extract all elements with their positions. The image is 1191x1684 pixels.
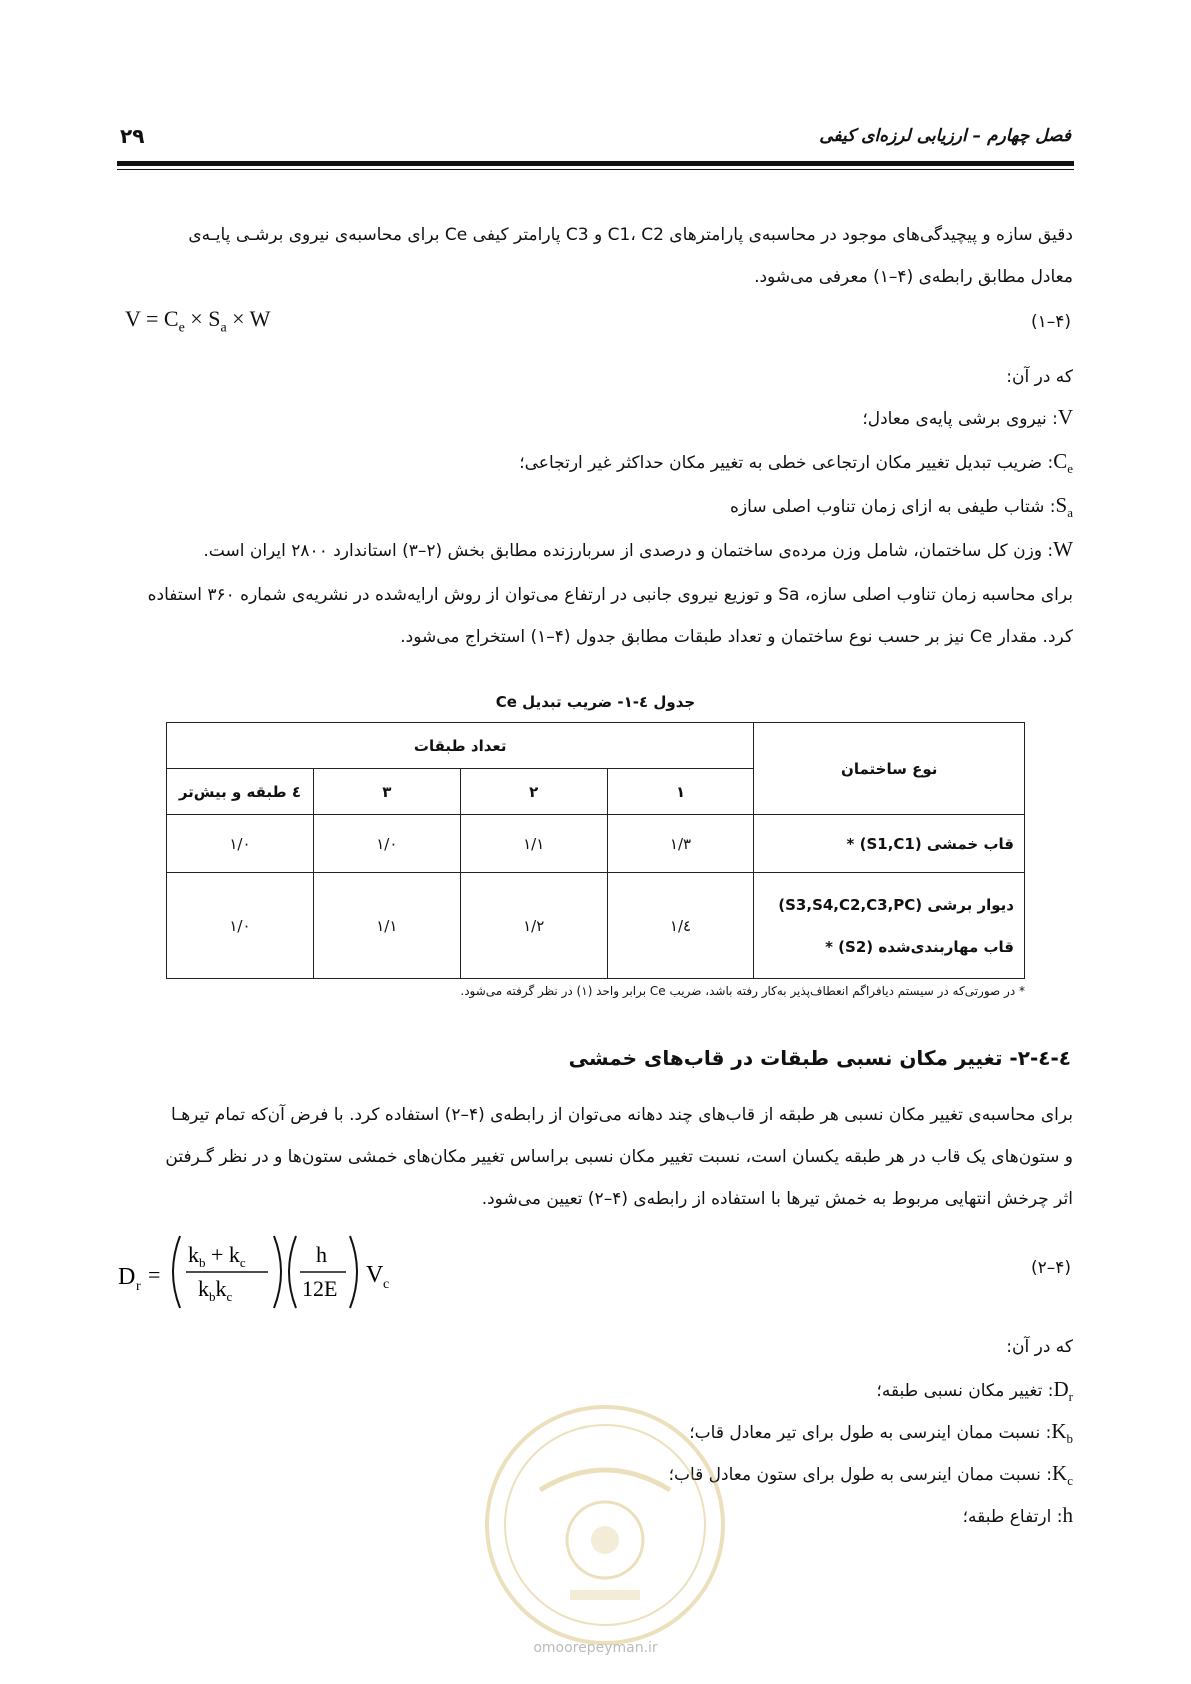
header-rule-thin: [117, 169, 1074, 170]
where1-symbol: $S_a$: [1055, 493, 1073, 521]
where2-text: : نسبت ممان اینرسی به طول برای ستون معادل قاب؛: [668, 1465, 1053, 1485]
watermark-site: omoorepeyman.ir: [533, 1640, 658, 1656]
intro-line-1: دقیق سازه و پیچیدگی‌های موجود در محاسبه‌ی پارامترهای C1، C2 و C3 پارامتر کیفی Ce برای محاسبه‌ی نیروی برشـی پایـه‌ی: [188, 225, 1073, 245]
eq2-lhs-sub: r: [136, 1279, 141, 1294]
table-cell: ١/٠: [313, 815, 460, 873]
row-type: [754, 873, 1025, 979]
publisher-seal-watermark: [480, 1400, 730, 1650]
where2-text: : تغییر مکان نسبی طبقه؛: [876, 1381, 1054, 1401]
eq2-num: $k_b + k_c$: [188, 1242, 246, 1270]
para2-line-2: کرد. مقدار Ce نیز بر حسب نوع ساختمان و تعداد طبقات مطابق جدول (۴–۱) استخراج می‌شود.: [400, 627, 1073, 647]
table-row: [167, 815, 1025, 873]
chapter-title: فصل چهارم – ارزیابی لرزه‌ای کیفی: [819, 126, 1071, 146]
svg-text:=: =: [148, 1262, 161, 1287]
where1-text: : شتاب طیفی به ازای زمان تناوب اصلی سازه: [730, 497, 1056, 517]
table-cell: ١/٠: [167, 873, 314, 979]
row-type-line: قاب خمشی (S1,C1) *: [846, 834, 1014, 853]
where1-text: : ضریب تبدیل تغییر مکان ارتجاعی خطی به تغییر مکان حداکثر غیر ارتجاعی؛: [519, 453, 1054, 473]
para3-line-2: و ستون‌های یک قاب در هر طبقه یکسان است، نسبت تغییر مکان نسبی براساس تغییر مکان‌های خمشی ستون‌ها و در نظر گـرفتن: [165, 1147, 1073, 1167]
where1-symbol: V: [1057, 405, 1073, 429]
where2-lead: که در آن:: [1006, 1337, 1073, 1357]
table-caption: جدول ٤-١- ضریب تبدیل Ce: [495, 693, 696, 711]
equation-2-graphic: [118, 1232, 448, 1312]
equation-2: [118, 1232, 448, 1312]
header-building-type: نوع ساختمان: [754, 723, 1025, 815]
eq2-12e: 12E: [302, 1276, 338, 1301]
para3-line-3: اثر چرخش انتهایی مربوط به خمش تیرها با استفاده از رابطه‌ی (۴–۲) تعیین می‌شود.: [481, 1189, 1073, 1209]
where2-item: [876, 1372, 1073, 1414]
equation-1: $V = C_e \times S_a \times W$: [125, 306, 271, 336]
equation-2-number: (۴–۲): [1030, 1258, 1071, 1278]
table-footnote: * در صورتی‌که در سیستم دیافراگم انعطاف‌پذیر به‌کار رفته باشد، ضریب Ce برابر واحد (١) در نظر گرفته می‌شود.: [460, 984, 1025, 998]
where1-symbol: W: [1053, 537, 1073, 561]
where2-symbol: $K_c$: [1052, 1461, 1073, 1489]
eq2-tail-sub: c: [383, 1277, 390, 1292]
section-title: ٤-٤-٢- تغییر مکان نسبی طبقات در قاب‌های خمشی: [568, 1046, 1071, 1070]
floor-col-3: ٣: [313, 769, 460, 815]
para2-line-1: برای محاسبه زمان تناوب اصلی سازه، Sa و توزیع نیروی جانبی در ارتفاع می‌توان از روش ارایه‌شده در نشریه‌ی شماره ۳۶۰ استفاده: [147, 585, 1073, 605]
intro-line-2: معادل مطابق رابطه‌ی (۴–۱) معرفی می‌شود.: [754, 267, 1073, 287]
where2-item: [689, 1414, 1073, 1456]
where2-symbol: $D_r$: [1053, 1377, 1073, 1405]
where2-text: : نسبت ممان اینرسی به طول برای تیر معادل قاب؛: [689, 1423, 1052, 1443]
where1-item: [203, 532, 1073, 568]
eq2-h: h: [316, 1242, 327, 1267]
header-rule: [117, 161, 1074, 166]
where2-text: : ارتفاع طبقه؛: [962, 1507, 1063, 1527]
floor-col-4: ٤ طبقه و بیش‌تر: [167, 769, 314, 815]
equation-1-number: (۴–۱): [1030, 312, 1071, 332]
where-lead: که در آن:: [1006, 367, 1073, 387]
where1-item: [730, 488, 1073, 530]
row-type-line: دیوار برشی (S3,S4,C2,C3,PC): [778, 895, 1014, 914]
table-cell: ١/٢: [460, 873, 607, 979]
table-cell: ١/٣: [607, 815, 754, 873]
where1-symbol: $C_e$: [1053, 449, 1073, 477]
eq2-tail: V: [366, 1262, 384, 1288]
where1-item: [519, 444, 1073, 486]
para3-line-1: برای محاسبه‌ی تغییر مکان نسبی هر طبقه از قاب‌های چند دهانه می‌توان از رابطه‌ی (۴–۲) استفاده کرد. با فرض آن‌که تمام تیرهـا: [171, 1105, 1073, 1125]
where2-symbol: $K_b$: [1051, 1419, 1073, 1447]
ce-table: [166, 722, 1025, 979]
where2-symbol: h: [1062, 1503, 1073, 1527]
row-type-line: قاب مهاربندی‌شده (S2) *: [825, 937, 1014, 956]
eq2-lhs: D: [118, 1264, 136, 1290]
row-type: [754, 815, 1025, 873]
where2-item: [963, 1498, 1073, 1534]
table-row: [167, 873, 1025, 979]
page-number: ۲۹: [120, 124, 145, 148]
table-cell: ١/٤: [607, 873, 754, 979]
where1-text: : نیروی برشی پایه‌ی معادل؛: [862, 409, 1058, 429]
eq2-den: $k_bk_c$: [198, 1276, 233, 1304]
floor-col-2: ٢: [460, 769, 607, 815]
where1-text: : وزن کل ساختمان، شامل وزن مرده‌ی ساختمان و درصدی از سربارزنده مطابق بخش (۲–۳) استاندارد ۲۸۰۰ ایران است.: [203, 541, 1054, 561]
table-cell: ١/٠: [167, 815, 314, 873]
where1-item: [862, 400, 1073, 436]
table-cell: ١/١: [313, 873, 460, 979]
table-cell: ١/١: [460, 815, 607, 873]
header-floors: تعداد طبقات: [167, 723, 754, 769]
floor-col-1: ١: [607, 769, 754, 815]
